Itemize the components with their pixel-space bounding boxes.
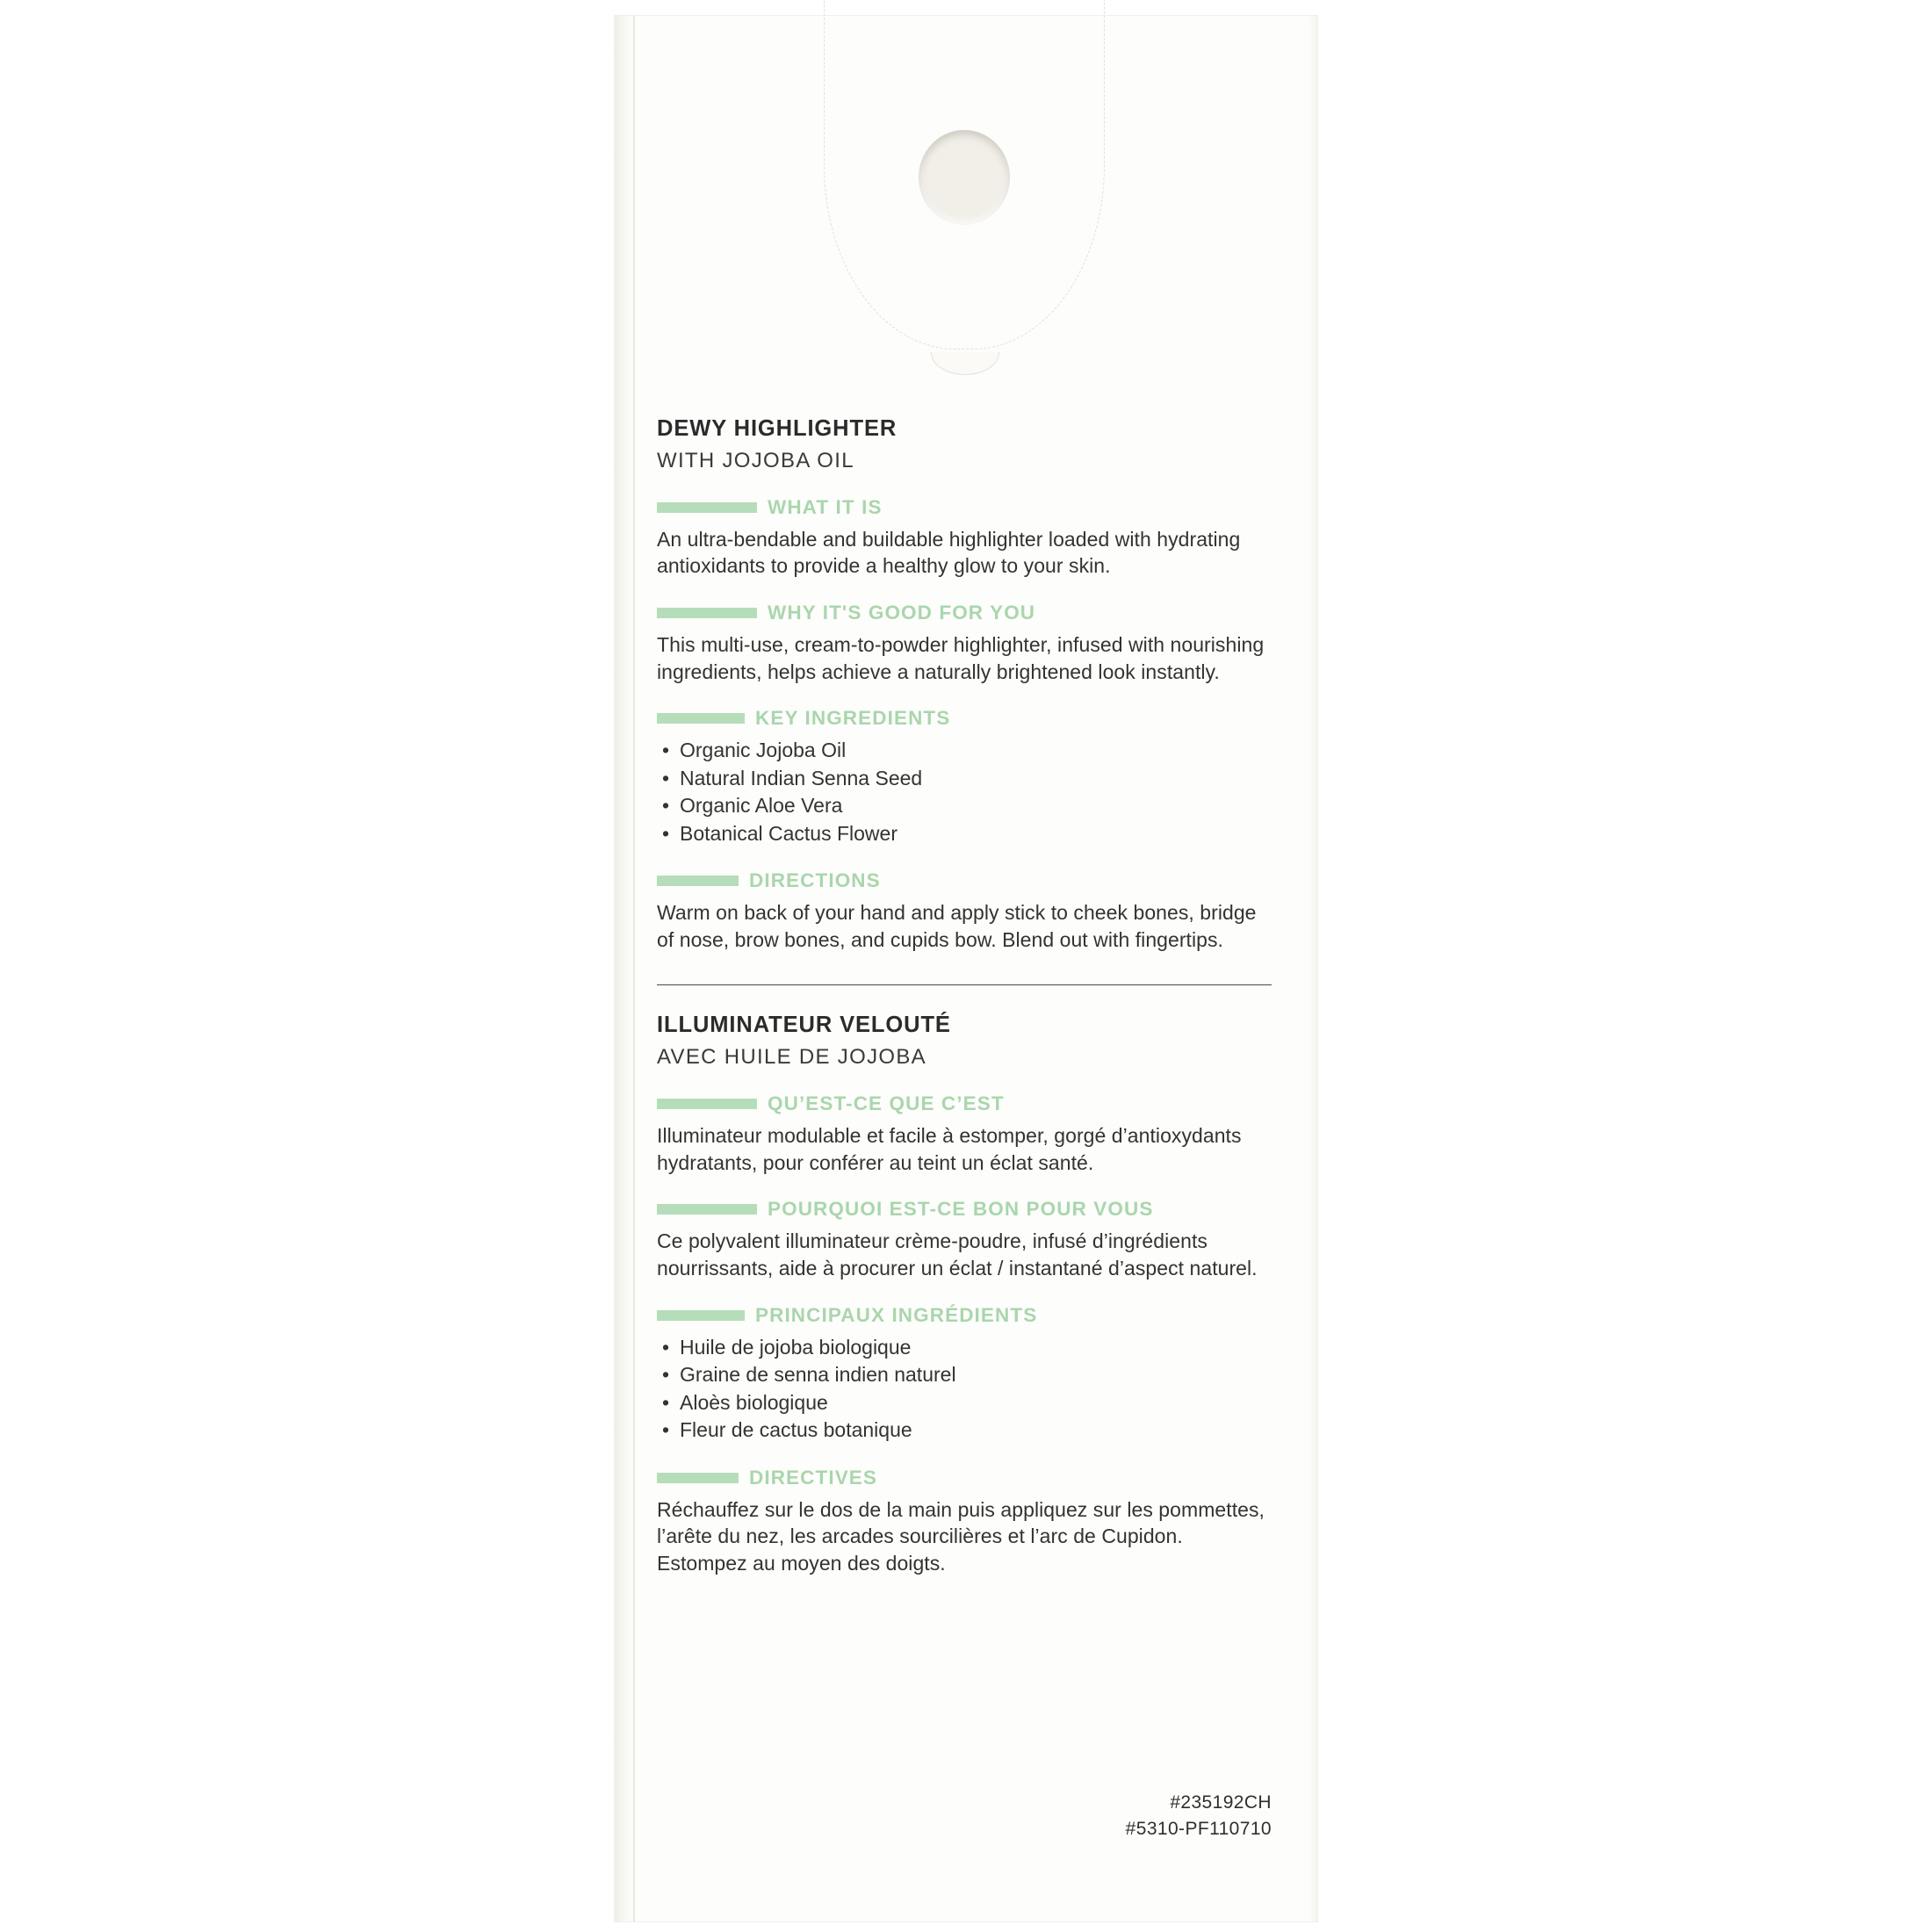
label-copy (657, 415, 1272, 1576)
list-item: • Graine de senna indien naturel (657, 1361, 1272, 1389)
section-directions-fr (657, 1467, 1272, 1577)
ingredient-list-fr (657, 1334, 1272, 1445)
section-heading (657, 602, 1272, 624)
heading-rule-bar (657, 1310, 745, 1321)
heading-rule-bar (657, 502, 757, 513)
section-title-text: DIRECTIONS (749, 869, 881, 892)
section-heading (657, 1304, 1272, 1327)
code-line-1: #235192CH (1170, 1792, 1272, 1813)
section-body-text: This multi-use, cream-to-powder highlighter, infused with nourishing ingredients, helps achieve a naturally brightened look instantly. (657, 633, 1265, 683)
section-heading (657, 496, 1272, 519)
list-item: • Aloès biologique (657, 1389, 1272, 1417)
section-title-text: QU’EST-CE QUE C’EST (768, 1092, 1005, 1115)
product-title-en: DEWY HIGHLIGHTER (657, 416, 898, 441)
list-item: • Botanical Cactus Flower (657, 820, 1272, 848)
product-carton (615, 16, 1317, 1921)
list-item: • Fleur de cactus botanique (657, 1417, 1272, 1445)
product-subtitle-fr: AVEC HUILE DE JOJOBA (657, 1045, 926, 1070)
carton-right-edge (1308, 16, 1317, 1921)
section-body-text: Warm on back of your hand and apply stick to cheek bones, bridge of nose, brow bones, and cupids bow. Blend out with fingertips. (657, 901, 1257, 951)
section-key-ingredients-fr (657, 1304, 1272, 1445)
section-what-it-is-fr (657, 1092, 1272, 1176)
section-why-good-fr (657, 1198, 1272, 1281)
heading-rule-bar (657, 608, 757, 618)
list-item: • Natural Indian Senna Seed (657, 765, 1272, 793)
section-body-text: An ultra-bendable and buildable highlighter loaded with hydrating antioxidants to provide a healthy glow to your skin. (657, 527, 1241, 578)
list-item: • Huile de jojoba biologique (657, 1334, 1272, 1362)
section-heading (657, 1198, 1272, 1221)
section-heading (657, 707, 1272, 730)
list-item: • Organic Jojoba Oil (657, 737, 1272, 765)
list-item: • Organic Aloe Vera (657, 792, 1272, 820)
section-body-text: Ce polyvalent illuminateur crème-poudre, infusé d’ingrédients nourrissants, aide à procurer un éclat / instantané d’aspect naturel. (657, 1229, 1258, 1280)
hang-hole-icon (919, 130, 1010, 225)
section-title-text: WHAT IT IS (768, 495, 883, 518)
carton-left-fold-edge (615, 16, 635, 1921)
section-heading (657, 869, 1272, 892)
section-title-text: POURQUOI EST-CE BON POUR VOUS (768, 1198, 1154, 1221)
code-line-2: #5310-PF110710 (1125, 1819, 1272, 1840)
heading-rule-bar (657, 1204, 757, 1215)
section-heading (657, 1467, 1272, 1489)
section-key-ingredients-en (657, 707, 1272, 847)
hang-tab-notch (931, 352, 999, 375)
batch-codes (657, 1790, 1279, 1843)
ingredient-list-en (657, 737, 1272, 847)
product-title-fr: ILLUMINATEUR VELOUTÉ (657, 1013, 951, 1038)
product-name-en (657, 415, 1272, 474)
product-name-fr (657, 1012, 1272, 1071)
heading-rule-bar (657, 876, 739, 886)
section-title-text: KEY INGREDIENTS (755, 707, 951, 730)
heading-rule-bar (657, 1473, 739, 1483)
carton-fold-crease (633, 16, 634, 1921)
section-heading (657, 1092, 1272, 1115)
section-body-text: Illuminateur modulable et facile à estomper, gorgé d’antioxydants hydratants, pour conférer au teint un éclat santé. (657, 1124, 1242, 1174)
section-body-text: Réchauffez sur le dos de la main puis appliquez sur les pommettes, l’arête du nez, les arcades sourcilières et l’arc de Cupidon. Estompez au moyen des doigts. (657, 1497, 1265, 1575)
language-divider (657, 984, 1272, 985)
section-title-text: DIRECTIVES (749, 1466, 878, 1489)
section-directions-en (657, 869, 1272, 953)
section-what-it-is-en (657, 496, 1272, 580)
heading-rule-bar (657, 1099, 757, 1109)
section-title-text: WHY IT'S GOOD FOR YOU (768, 602, 1036, 624)
product-subtitle-en: WITH JOJOBA OIL (657, 448, 854, 472)
hang-tab (824, 16, 1105, 358)
heading-rule-bar (657, 713, 745, 724)
section-title-text: PRINCIPAUX INGRÉDIENTS (755, 1303, 1038, 1326)
section-why-good-en (657, 602, 1272, 685)
